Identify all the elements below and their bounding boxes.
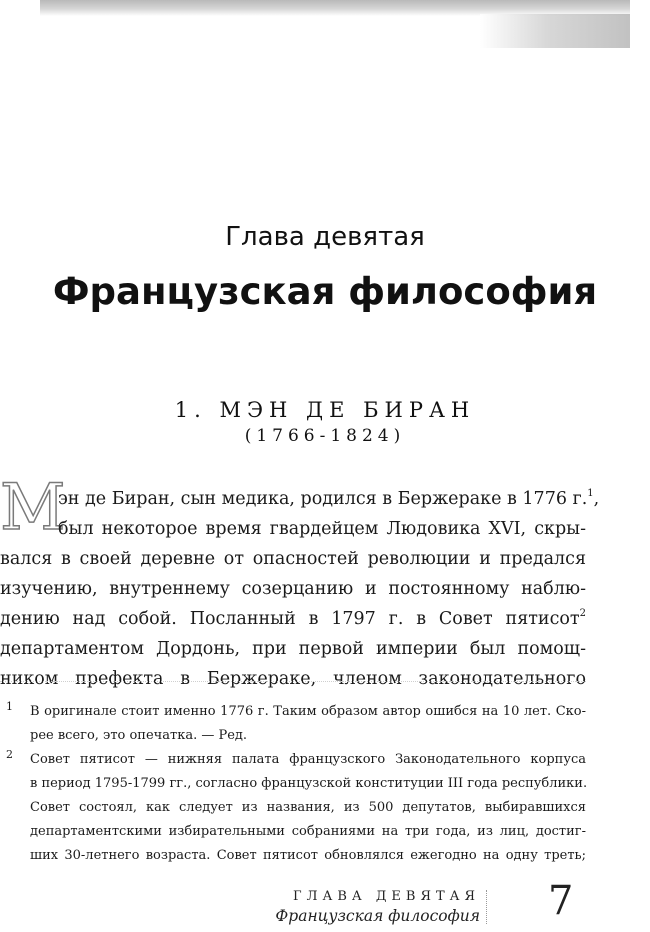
body-line-3: вался в своей деревне от опасностей революции и предался <box>0 549 586 569</box>
footnote-2-line-2: в период 1795-1799 гг., согласно французской конституции III года республики. <box>30 776 588 791</box>
footnote-1-marker: 1 <box>6 700 13 713</box>
footnote-ref-2[interactable]: 2 <box>579 608 586 619</box>
body-line-6: департаментом Дордонь, при первой империи был помощ- <box>0 639 586 659</box>
body-line-2: был некоторое время гвардейцем Людовика XVI, скры- <box>58 519 586 539</box>
page-number: 7 <box>548 878 574 924</box>
body-line-1-text: эн де Биран, сын медика, родился в Бержераке в 1776 г. <box>58 489 588 509</box>
body-line-4: изучению, внутреннему созерцанию и постоянному наблю- <box>0 579 586 599</box>
body-line-5-text: дению над собой. Посланный в 1797 г. в Совет пятисот <box>0 609 580 629</box>
chapter-title: Французская философия <box>52 270 598 313</box>
footnote-ref-1[interactable]: 1 <box>587 488 594 499</box>
chapter-label: Глава девятая <box>225 222 425 252</box>
scan-shadow-corner <box>480 14 630 48</box>
section-dates: (1766-1824) <box>244 426 406 446</box>
footnote-2-line-1: Совет пятисот — нижняя палата французского Законодательного корпуса <box>30 752 586 767</box>
footnote-2-marker: 2 <box>6 748 13 761</box>
body-line-7: ником префекта в Бержераке, членом законодательного <box>0 669 586 689</box>
body-line-1 <box>58 484 600 514</box>
footer-chapter-label: ГЛАВА ДЕВЯТАЯ <box>293 889 480 904</box>
body-line-5 <box>0 604 586 634</box>
body-line-1-end: , <box>593 489 600 509</box>
footnote-2-line-5: ших 30-летнего возраста. Совет пятисот обновлялся ежегодно на одну треть; <box>30 848 586 863</box>
footer-divider <box>486 890 487 924</box>
footer-chapter-title: Французская философия <box>275 907 480 925</box>
footnote-1-line-2: рее всего, это опечатка. — Ред. <box>30 728 248 743</box>
footnote-divider <box>0 681 586 682</box>
footnote-2-line-4: департаментскими избирательными собраниями на три года, из лиц, достиг- <box>30 824 586 839</box>
section-heading: 1. МЭН ДЕ БИРАН <box>174 398 476 422</box>
footnote-2-line-3: Совет состоял, как следует из названия, из 500 депутатов, выбиравшихся <box>30 800 586 815</box>
drop-cap: М <box>0 471 66 545</box>
footnote-1-line-1: В оригинале стоит именно 1776 г. Таким образом автор ошибся на 10 лет. Ско- <box>30 704 586 719</box>
